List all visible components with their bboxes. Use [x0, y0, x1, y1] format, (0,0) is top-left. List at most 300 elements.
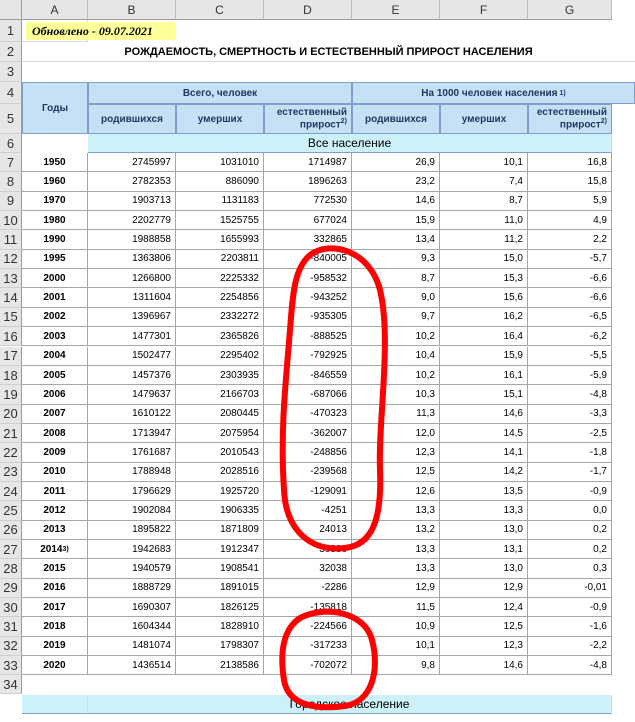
column-header-C[interactable]: C	[176, 0, 264, 20]
header-natural-label: прирост	[299, 119, 341, 131]
cell-A28[interactable]	[22, 559, 88, 578]
column-header-A[interactable]: A	[22, 0, 88, 20]
cell-A11[interactable]	[22, 230, 88, 249]
cell-C7[interactable]	[176, 153, 264, 172]
row-header-18[interactable]: 18	[0, 366, 22, 385]
row-header-7[interactable]: 7	[0, 153, 22, 172]
cell-A15[interactable]	[22, 308, 88, 327]
cell-F8[interactable]	[440, 172, 528, 191]
cell-F15[interactable]	[440, 308, 528, 327]
header-born[interactable]: родившихся	[88, 104, 176, 134]
cell-value: 12,9	[415, 582, 435, 594]
row-header-17[interactable]: 17	[0, 347, 22, 366]
cell-value: 1980	[43, 214, 66, 226]
row-header-27[interactable]: 27	[0, 540, 22, 559]
cell-G16[interactable]	[528, 327, 612, 346]
cell-F26[interactable]	[440, 521, 528, 540]
cell-A17[interactable]	[22, 347, 88, 366]
cell-value: 14,5	[503, 427, 523, 439]
cell-B8[interactable]	[88, 172, 176, 191]
row-header-13[interactable]: 13	[0, 269, 22, 288]
cell-G11[interactable]	[528, 230, 612, 249]
cell-D29[interactable]	[264, 579, 352, 598]
cell-E8[interactable]	[352, 172, 440, 191]
cell-A34[interactable]	[22, 695, 88, 714]
cell-D31[interactable]	[264, 617, 352, 636]
cell-F9[interactable]	[440, 192, 528, 211]
cell-A9[interactable]	[22, 192, 88, 211]
cell-B20[interactable]	[88, 405, 176, 424]
cell-value: 15,9	[503, 350, 523, 362]
column-header-D[interactable]: D	[264, 0, 352, 20]
cell-D33[interactable]	[264, 656, 352, 675]
cell-G14[interactable]	[528, 288, 612, 307]
cell-E19[interactable]	[352, 385, 440, 404]
cell-A19[interactable]	[22, 385, 88, 404]
cell-value: 1990	[43, 234, 66, 246]
header-died[interactable]: умерших	[176, 104, 264, 134]
cell-F31[interactable]	[440, 617, 528, 636]
footnote-1: 1)	[559, 89, 566, 97]
cell-G21[interactable]	[528, 424, 612, 443]
cell-F23[interactable]	[440, 463, 528, 482]
cell-D24[interactable]	[264, 482, 352, 501]
header-total[interactable]: Всего, человек	[88, 82, 352, 104]
cell-E10[interactable]	[352, 211, 440, 230]
cell-E21[interactable]	[352, 424, 440, 443]
cell-value: 12,5	[503, 621, 523, 633]
cell-C8[interactable]	[176, 172, 264, 191]
cell-B10[interactable]	[88, 211, 176, 230]
cell-B16[interactable]	[88, 327, 176, 346]
cell-B26[interactable]	[88, 521, 176, 540]
cell-value: 0,3	[593, 563, 607, 575]
cell-B27[interactable]	[88, 540, 176, 559]
cell-A21[interactable]	[22, 424, 88, 443]
cell-E26[interactable]	[352, 521, 440, 540]
cell-D20[interactable]	[264, 405, 352, 424]
cell-D21[interactable]	[264, 424, 352, 443]
cell-B33[interactable]	[88, 656, 176, 675]
cell-value: -4251	[321, 504, 347, 516]
cell-value: 2009	[43, 446, 66, 458]
cell-D9[interactable]	[264, 192, 352, 211]
cell-G23[interactable]	[528, 463, 612, 482]
cell-E18[interactable]	[352, 366, 440, 385]
cell-B21[interactable]	[88, 424, 176, 443]
column-header-G[interactable]: G	[528, 0, 612, 20]
cell-G27[interactable]	[528, 540, 612, 559]
cell-F10[interactable]	[440, 211, 528, 230]
cell-B9[interactable]	[88, 192, 176, 211]
cell-F12[interactable]	[440, 250, 528, 269]
cell-C9[interactable]	[176, 192, 264, 211]
cell-C24[interactable]	[176, 482, 264, 501]
cell-E20[interactable]	[352, 405, 440, 424]
cell-C18[interactable]	[176, 366, 264, 385]
cell-E24[interactable]	[352, 482, 440, 501]
row-header-14[interactable]: 14	[0, 288, 22, 307]
cell-F28[interactable]	[440, 559, 528, 578]
cell-G33[interactable]	[528, 656, 612, 675]
cell-A27[interactable]	[22, 540, 88, 559]
cell-B15[interactable]	[88, 308, 176, 327]
cell-value: -2286	[321, 582, 347, 594]
cell-F11[interactable]	[440, 230, 528, 249]
cell-F25[interactable]	[440, 501, 528, 520]
cell-G13[interactable]	[528, 269, 612, 288]
cell-value: -5,9	[589, 369, 607, 381]
cell-B18[interactable]	[88, 366, 176, 385]
cell-F17[interactable]	[440, 347, 528, 366]
cell-A18[interactable]	[22, 366, 88, 385]
cell-F14[interactable]	[440, 288, 528, 307]
cell-F7[interactable]	[440, 153, 528, 172]
cell-value: 1604344	[132, 621, 171, 633]
cell-B24[interactable]	[88, 482, 176, 501]
cell-G24[interactable]	[528, 482, 612, 501]
cell-B7[interactable]	[88, 153, 176, 172]
cell-E11[interactable]	[352, 230, 440, 249]
cell-G7[interactable]	[528, 153, 612, 172]
cell-C17[interactable]	[176, 347, 264, 366]
cell-A14[interactable]	[22, 288, 88, 307]
cell-G19[interactable]	[528, 385, 612, 404]
cell-E25[interactable]	[352, 501, 440, 520]
cell-D14[interactable]	[264, 288, 352, 307]
cell-G15[interactable]	[528, 308, 612, 327]
cell-value: -1,6	[589, 621, 607, 633]
row-header-5[interactable]: 5	[0, 104, 22, 134]
cell-C25[interactable]	[176, 501, 264, 520]
cell-C10[interactable]	[176, 211, 264, 230]
cell-D27[interactable]	[264, 540, 352, 559]
cell-B14[interactable]	[88, 288, 176, 307]
updated-note[interactable]: Обновлено - 09.07.2021	[26, 22, 176, 40]
cell-E16[interactable]	[352, 327, 440, 346]
cell-value: 15,8	[587, 176, 607, 188]
row-header-12[interactable]: 12	[0, 250, 22, 269]
column-header-B[interactable]: B	[88, 0, 176, 20]
cell-G10[interactable]	[528, 211, 612, 230]
cell-A8[interactable]	[22, 172, 88, 191]
cell-E13[interactable]	[352, 269, 440, 288]
cell-value: 30336	[319, 543, 347, 555]
cell-value: 2075954	[220, 427, 259, 439]
cell-C32[interactable]	[176, 637, 264, 656]
cell-D28[interactable]	[264, 559, 352, 578]
row-header-34[interactable]: 34	[0, 675, 22, 694]
cell-A23[interactable]	[22, 463, 88, 482]
cell-A29[interactable]	[22, 579, 88, 598]
cell-G8[interactable]	[528, 172, 612, 191]
cell-D12[interactable]	[264, 250, 352, 269]
cell-G32[interactable]	[528, 637, 612, 656]
cell-C21[interactable]	[176, 424, 264, 443]
header-died-rate[interactable]: умерших	[440, 104, 528, 134]
cell-A13[interactable]	[22, 269, 88, 288]
cell-A7[interactable]	[22, 153, 88, 172]
cell-E28[interactable]	[352, 559, 440, 578]
cell-A10[interactable]	[22, 211, 88, 230]
row-header-25[interactable]: 25	[0, 501, 22, 520]
cell-C19[interactable]	[176, 385, 264, 404]
header-natural-rate-label: прирост	[559, 119, 601, 131]
cell-D26[interactable]	[264, 521, 352, 540]
cell-E31[interactable]	[352, 617, 440, 636]
cell-F24[interactable]	[440, 482, 528, 501]
cell-E27[interactable]	[352, 540, 440, 559]
footnote-2b: 2)	[600, 118, 607, 126]
cell-F13[interactable]	[440, 269, 528, 288]
cell-E23[interactable]	[352, 463, 440, 482]
cell-C16[interactable]	[176, 327, 264, 346]
cell-G22[interactable]	[528, 443, 612, 462]
cell-A20[interactable]	[22, 405, 88, 424]
row-header-3[interactable]: 3	[0, 62, 22, 82]
row-header-10[interactable]: 10	[0, 211, 22, 230]
cell-value: 1891015	[220, 582, 259, 594]
row-header-2[interactable]: 2	[0, 42, 22, 62]
cell-value: 8,7	[421, 272, 435, 284]
cell-value: 1481074	[132, 640, 171, 652]
row-header-6[interactable]: 6	[0, 134, 22, 153]
cell-D16[interactable]	[264, 327, 352, 346]
row-header-26[interactable]: 26	[0, 521, 22, 540]
cell-B22[interactable]	[88, 443, 176, 462]
cell-value: 12,6	[415, 485, 435, 497]
header-years[interactable]: Годы	[22, 82, 88, 134]
row-header-19[interactable]: 19	[0, 385, 22, 404]
cell-value: 2006	[43, 388, 66, 400]
cell-F22[interactable]	[440, 443, 528, 462]
row-header-22[interactable]: 22	[0, 443, 22, 462]
column-header-E[interactable]: E	[352, 0, 440, 20]
cell-A24[interactable]	[22, 482, 88, 501]
row-header-9[interactable]: 9	[0, 192, 22, 211]
cell-B13[interactable]	[88, 269, 176, 288]
cell-value: -6,6	[589, 272, 607, 284]
cell-A12[interactable]	[22, 250, 88, 269]
cell-E9[interactable]	[352, 192, 440, 211]
cell-A32[interactable]	[22, 637, 88, 656]
cell-C14[interactable]	[176, 288, 264, 307]
row-header-33[interactable]: 33	[0, 656, 22, 675]
cell-value: -1,7	[589, 466, 607, 478]
cell-E12[interactable]	[352, 250, 440, 269]
row-header-21[interactable]: 21	[0, 424, 22, 443]
cell-D8[interactable]	[264, 172, 352, 191]
cell-D15[interactable]	[264, 308, 352, 327]
cell-D11[interactable]	[264, 230, 352, 249]
cell-value: -846559	[310, 369, 347, 381]
cell-value: 12,5	[415, 466, 435, 478]
row-header-32[interactable]: 32	[0, 637, 22, 656]
cell-D13[interactable]	[264, 269, 352, 288]
table-title[interactable]: РОЖДАЕМОСТЬ, СМЕРТНОСТЬ И ЕСТЕСТВЕННЫЙ ПРИРОСТ НАСЕЛЕНИЯ	[22, 42, 635, 62]
cell-A25[interactable]	[22, 501, 88, 520]
cell-value: 1796629	[132, 485, 171, 497]
cell-value: 13,5	[503, 485, 523, 497]
cell-E22[interactable]	[352, 443, 440, 462]
row-header-31[interactable]: 31	[0, 617, 22, 636]
cell-C30[interactable]	[176, 598, 264, 617]
cell-A30[interactable]	[22, 598, 88, 617]
row-header-1[interactable]: 1	[0, 20, 22, 42]
cell-A31[interactable]	[22, 617, 88, 636]
cell-value: 1690307	[132, 601, 171, 613]
cell-E32[interactable]	[352, 637, 440, 656]
cell-F33[interactable]	[440, 656, 528, 675]
cell-B30[interactable]	[88, 598, 176, 617]
cell-C22[interactable]	[176, 443, 264, 462]
cell-D7[interactable]	[264, 153, 352, 172]
cell-B23[interactable]	[88, 463, 176, 482]
cell-D17[interactable]	[264, 347, 352, 366]
section-urban-population[interactable]: Городское население	[88, 695, 612, 714]
cell-B31[interactable]	[88, 617, 176, 636]
row-header-23[interactable]: 23	[0, 463, 22, 482]
cell-value: 1477301	[132, 330, 171, 342]
row-header-30[interactable]: 30	[0, 598, 22, 617]
cell-D10[interactable]	[264, 211, 352, 230]
cell-F21[interactable]	[440, 424, 528, 443]
cell-E17[interactable]	[352, 347, 440, 366]
cell-value: -4,8	[589, 659, 607, 671]
select-all-corner[interactable]	[0, 0, 22, 20]
footnote-2: 2)	[340, 118, 347, 126]
cell-B32[interactable]	[88, 637, 176, 656]
cell-value: 15,6	[503, 292, 523, 304]
cell-D19[interactable]	[264, 385, 352, 404]
cell-C26[interactable]	[176, 521, 264, 540]
cell-C13[interactable]	[176, 269, 264, 288]
cell-G20[interactable]	[528, 405, 612, 424]
row-header-15[interactable]: 15	[0, 308, 22, 327]
cell-G31[interactable]	[528, 617, 612, 636]
cell-G17[interactable]	[528, 347, 612, 366]
cell-C23[interactable]	[176, 463, 264, 482]
cell-C20[interactable]	[176, 405, 264, 424]
cell-A22[interactable]	[22, 443, 88, 462]
row-header-4[interactable]: 4	[0, 82, 22, 104]
cell-G9[interactable]	[528, 192, 612, 211]
header-natural[interactable]	[264, 104, 352, 134]
cell-E29[interactable]	[352, 579, 440, 598]
row-header-20[interactable]: 20	[0, 405, 22, 424]
cell-C12[interactable]	[176, 250, 264, 269]
cell-C11[interactable]	[176, 230, 264, 249]
cell-B12[interactable]	[88, 250, 176, 269]
row-header-8[interactable]: 8	[0, 172, 22, 191]
cell-D23[interactable]	[264, 463, 352, 482]
section-all-population[interactable]: Все население	[88, 134, 612, 153]
cell-E15[interactable]	[352, 308, 440, 327]
cell-G18[interactable]	[528, 366, 612, 385]
cell-value: 13,0	[503, 563, 523, 575]
cell-value: 9,8	[421, 659, 435, 671]
cell-C31[interactable]	[176, 617, 264, 636]
row-header-11[interactable]: 11	[0, 230, 22, 249]
cell-value: 1988858	[132, 234, 171, 246]
cell-A26[interactable]	[22, 521, 88, 540]
cell-C28[interactable]	[176, 559, 264, 578]
cell-G28[interactable]	[528, 559, 612, 578]
cell-F20[interactable]	[440, 405, 528, 424]
cell-value: 8,7	[509, 195, 523, 207]
cell-E7[interactable]	[352, 153, 440, 172]
row-header-24[interactable]: 24	[0, 482, 22, 501]
cell-F19[interactable]	[440, 385, 528, 404]
cell-D30[interactable]	[264, 598, 352, 617]
cell-F27[interactable]	[440, 540, 528, 559]
cell-B28[interactable]	[88, 559, 176, 578]
cell-D18[interactable]	[264, 366, 352, 385]
cell-value: 15,9	[415, 214, 435, 226]
header-natural-rate[interactable]	[528, 104, 612, 134]
cell-value: 1902084	[132, 504, 171, 516]
cell-value: -888525	[310, 330, 347, 342]
cell-G30[interactable]	[528, 598, 612, 617]
cell-C15[interactable]	[176, 308, 264, 327]
cell-A16[interactable]	[22, 327, 88, 346]
cell-value: 23,2	[415, 176, 435, 188]
header-per1000[interactable]	[352, 82, 635, 104]
cell-value: 2001	[43, 292, 66, 304]
row-header-16[interactable]: 16	[0, 327, 22, 346]
cell-value: 2365826	[220, 330, 259, 342]
cell-B19[interactable]	[88, 385, 176, 404]
cell-E30[interactable]	[352, 598, 440, 617]
cell-B25[interactable]	[88, 501, 176, 520]
cell-value: 2002	[43, 311, 66, 323]
cell-value: -224566	[310, 621, 347, 633]
cell-value: 13,3	[503, 504, 523, 516]
cell-G25[interactable]	[528, 501, 612, 520]
row-header-28[interactable]: 28	[0, 559, 22, 578]
cell-G12[interactable]	[528, 250, 612, 269]
cell-value: 2303935	[220, 369, 259, 381]
cell-G29[interactable]	[528, 579, 612, 598]
cell-value: 0,0	[593, 504, 607, 516]
column-header-F[interactable]: F	[440, 0, 528, 20]
cell-value: 5,9	[593, 195, 607, 207]
header-per1000-label: На 1000 человек населения	[421, 87, 558, 99]
cell-F30[interactable]	[440, 598, 528, 617]
cell-B11[interactable]	[88, 230, 176, 249]
header-born-rate[interactable]: родившихся	[352, 104, 440, 134]
cell-G26[interactable]	[528, 521, 612, 540]
cell-A33[interactable]	[22, 656, 88, 675]
cell-F16[interactable]	[440, 327, 528, 346]
cell-F18[interactable]	[440, 366, 528, 385]
cell-B29[interactable]	[88, 579, 176, 598]
cell-D22[interactable]	[264, 443, 352, 462]
cell-F32[interactable]	[440, 637, 528, 656]
cell-D32[interactable]	[264, 637, 352, 656]
cell-B17[interactable]	[88, 347, 176, 366]
cell-E14[interactable]	[352, 288, 440, 307]
cell-E33[interactable]	[352, 656, 440, 675]
cell-F29[interactable]	[440, 579, 528, 598]
cell-C33[interactable]	[176, 656, 264, 675]
cell-C27[interactable]	[176, 540, 264, 559]
cell-C29[interactable]	[176, 579, 264, 598]
cell-value: -0,9	[589, 601, 607, 613]
cell-value: 10,1	[503, 156, 523, 168]
row-header-29[interactable]: 29	[0, 579, 22, 598]
cell-D25[interactable]	[264, 501, 352, 520]
